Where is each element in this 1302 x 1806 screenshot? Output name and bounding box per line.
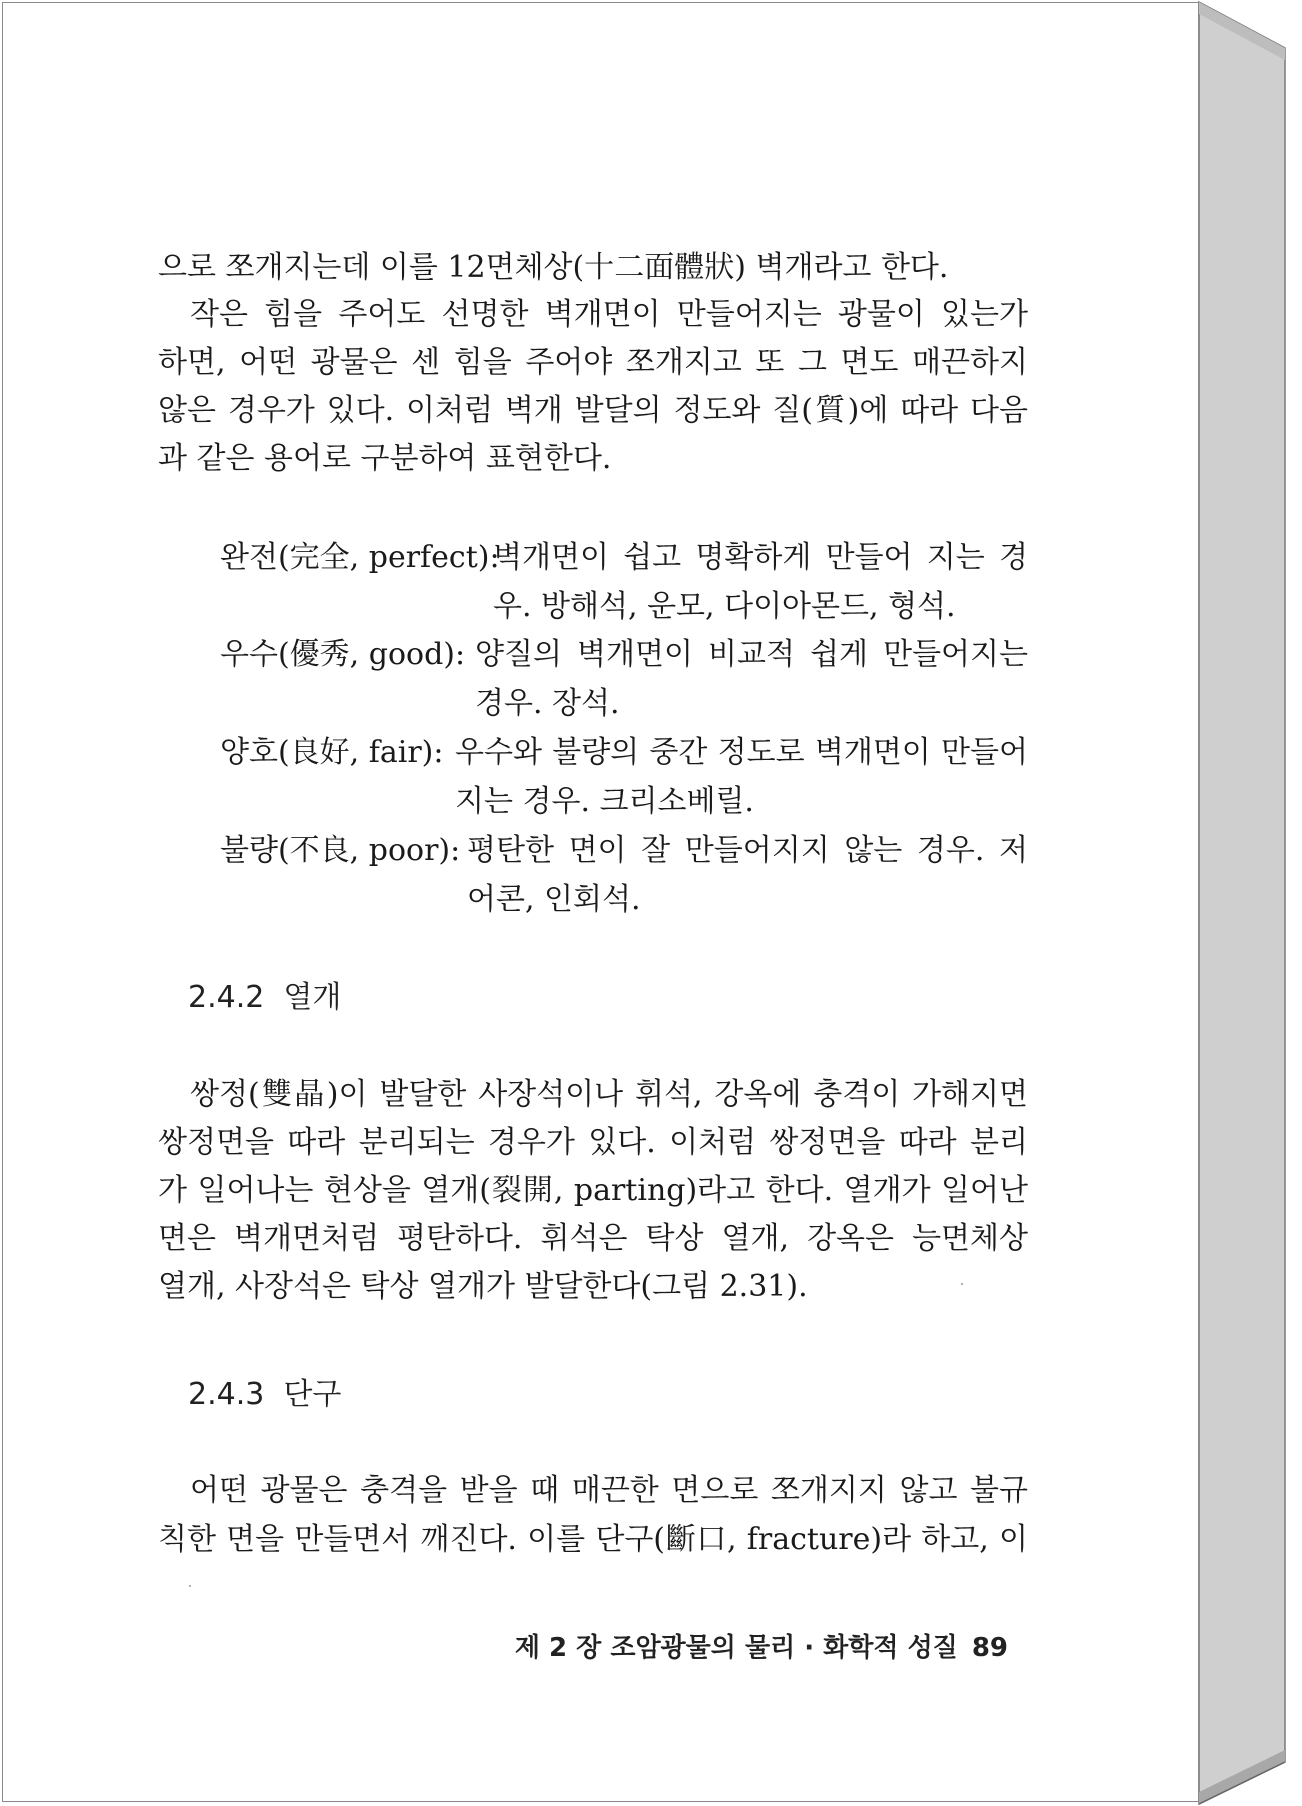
- paragraph-line: 칙한 면을 만들면서 깨진다. 이를 단구(斷口, fracture)라 하고, 이: [158, 1522, 1028, 1557]
- paragraph-line: 면은 벽개면처럼 평탄하다. 휘석은 탁상 열개, 강옥은 능면체상: [158, 1221, 1028, 1256]
- paragraph-line: 않은 경우가 있다. 이처럼 벽개 발달의 정도와 질(質)에 따라 다음: [158, 393, 1028, 428]
- paragraph-line: 작은 힘을 주어도 선명한 벽개면이 만들어지는 광물이 있는가: [190, 297, 1028, 332]
- definition-term: 우수(優秀, good):: [220, 637, 466, 672]
- definition-description: 벽개면이 쉽고 명확하게 만들어 지는 경: [493, 540, 1028, 575]
- scan-speck: [189, 1585, 191, 1587]
- definition-term: 완전(完全, perfect):: [220, 540, 500, 575]
- paragraph-line: 열개, 사장석은 탁상 열개가 발달한다(그림 2.31).: [158, 1269, 808, 1304]
- chapter-title: 제 2 장 조암광물의 물리 · 화학적 성질: [514, 1633, 958, 1663]
- scan-speck: [961, 1283, 963, 1285]
- section-title: 단구: [283, 1377, 342, 1412]
- section-number: 2.4.3: [188, 1377, 265, 1412]
- definition-term: 양호(良好, fair):: [220, 735, 444, 770]
- page-content: [3, 3, 1198, 1801]
- section-number: 2.4.2: [188, 980, 265, 1015]
- section-heading-2-4-2: [188, 978, 341, 1018]
- definition-description: 평탄한 면이 잘 만들어지지 않는 경우. 저: [467, 833, 1028, 868]
- section-title: 열개: [283, 980, 342, 1015]
- paragraph-continuation-line: 으로 쪼개지는데 이를 12면체상(十二面體狀) 벽개라고 한다.: [158, 250, 949, 285]
- paragraph-line: 어떤 광물은 충격을 받을 때 매끈한 면으로 쪼개지지 않고 불규: [190, 1473, 1028, 1508]
- definition-description: 우수와 불량의 중간 정도로 벽개면이 만들어: [455, 735, 1028, 770]
- paragraph-line: 쌍정(雙晶)이 발달한 사장석이나 휘석, 강옥에 충격이 가해지면: [190, 1077, 1028, 1112]
- book-page: [2, 2, 1199, 1802]
- paragraph-line: 가 일어나는 현상을 열개(裂開, parting)라고 한다. 열개가 일어난: [158, 1173, 1028, 1208]
- paragraph-line: 쌍정면을 따라 분리되는 경우가 있다. 이처럼 쌍정면을 따라 분리: [158, 1125, 1028, 1160]
- page-number: 89: [971, 1633, 1008, 1663]
- running-footer: [508, 1631, 1008, 1665]
- paragraph-line: 과 같은 용어로 구분하여 표현한다.: [158, 441, 612, 476]
- paragraph-line: 하면, 어떤 광물은 센 힘을 주어야 쪼개지고 또 그 면도 매끈하지: [158, 345, 1028, 380]
- definition-description: 양질의 벽개면이 비교적 쉽게 만들어지는: [475, 637, 1028, 672]
- definition-continuation: 경우. 장석.: [475, 686, 620, 721]
- definition-term: 불량(不良, poor):: [220, 833, 461, 868]
- section-heading-2-4-3: [188, 1375, 341, 1415]
- definition-continuation: 지는 경우. 크리소베릴.: [455, 784, 754, 819]
- definition-continuation: 어콘, 인회석.: [467, 882, 641, 917]
- definition-continuation: 우. 방해석, 운모, 다이아몬드, 형석.: [493, 589, 956, 624]
